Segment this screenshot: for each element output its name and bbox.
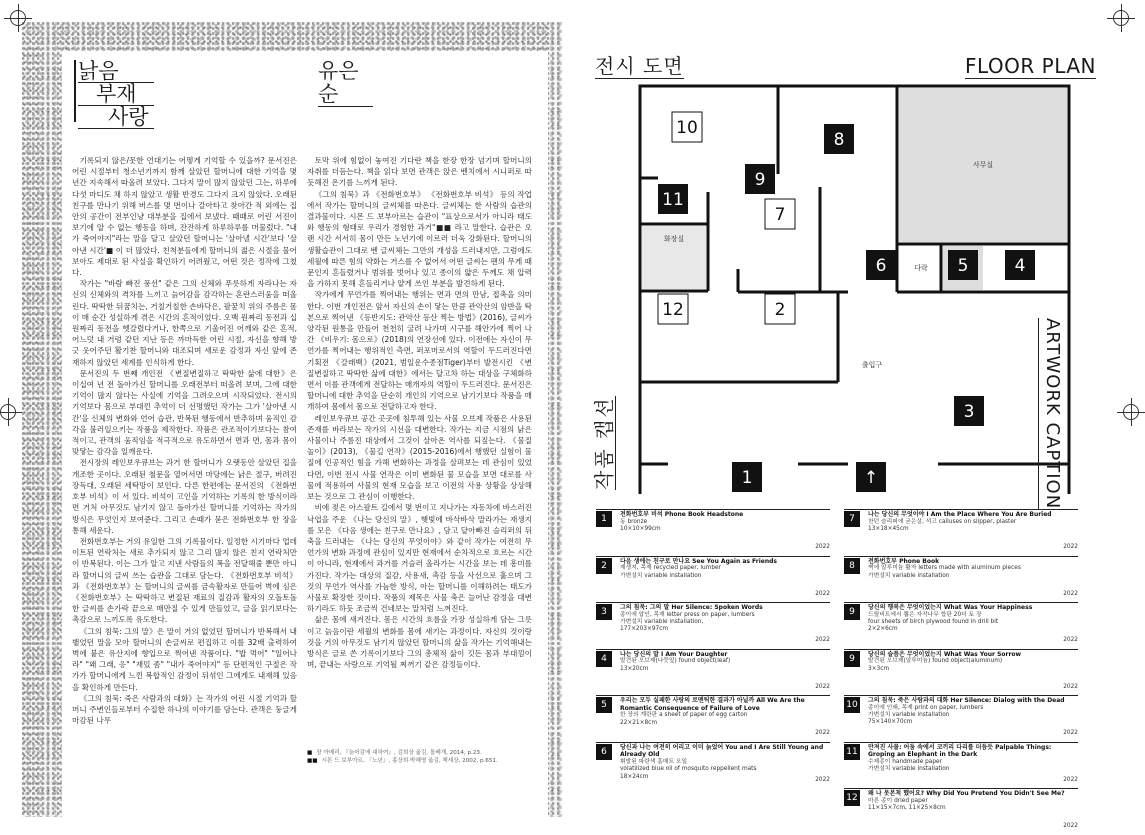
- essay-paragraph: 기록되지 않은/못한 언대기는 어떻게 기억할 수 있을까? 문서진은 어린 시절부터 청소년기까지 함께 살았던 할머니에 대한 기억을 몇 년간 지속해서 따올려 보았다. 그다지 말이 많지 않았던 그는, 하루에 다섯 마디도 채 하지 않았고 생활 반경도 그다지 크지 않았다. 오래된 친구를 만나기 위해 버스를 몇 번이나 갈아타고 찾아간 적 외에는 집안의 공간이 전부인냥 대부분을 집에서 보냈다. 때때로 어린 서진이 보기에 알 수 없는 행동을 하며, 잔잔하게 하루하루를 머물렀다. "내가 죽어야지"라는 말을 달고 살았던 할머니는 '살아낼 시간'보다 '살아낸 시간'■ 이 더 많았다. 친척분들에게 할머니의 젊은 시절을 물어보아도 제대로 된 사실을 확인하기 어려웠고, 어떤 것은 정작에 그쳤다.: [72, 156, 297, 278]
- caption-detail: 가변설치 variable installation: [868, 572, 950, 579]
- caption-item: [844, 649, 1078, 696]
- captions-left-column: [596, 509, 830, 788]
- marker-4: [1005, 250, 1035, 280]
- footnote-mark: ■■: [307, 758, 318, 764]
- footnote: [307, 749, 527, 757]
- caption-number: 3: [596, 604, 612, 620]
- caption-detail: volatilized blue oil of mosquito reppellent mats: [620, 766, 757, 773]
- caption-number: 9: [844, 651, 860, 667]
- crop-mark-icon: [4, 4, 32, 32]
- essay-paragraph: 《그의 침묵》과 《전화번호부》 《전화번호부 비석》 등의 작업에서 작가는 할머니의 글씨체를 따온다. 글씨체는 한 사람의 습관의 결과물이다. 시몬 드 보부아르는 습관이 "표상으로서가 아니라 태도와 행동의 형태로 우리가 경험한 과거"■■ 라고 말한다. 습관은 오랜 시간 서서히 몸이 만든 노년기에 이르러 더욱 강화된다. 할머니의 생활습관이 그대로 벤 글씨체는 그만의 개성을 드러내지만, 그럼에도 세월에 따른 힘의 약화는 거스를 수 없어서 어떤 글씨는 팬의 무게 때문인지 흔들렸거나 범위를 벗어나 있고 종이의 얇은 두께도 채 압력을 가하지 못해 흔들리거나 얕게 쓰인 부분을 발견하게 된다.: [307, 189, 532, 289]
- caption-detail: 휘발된 파란색 홈매트 오일: [620, 758, 688, 765]
- caption-year: 2022: [1063, 544, 1078, 551]
- essay-author: 유은순: [318, 60, 373, 107]
- caption-detail: 벽에 알루미늄 활자 letters made with aluminum pieces: [868, 565, 1021, 572]
- marker-5: [948, 250, 978, 280]
- caption-detail: 가변설치 variable installation: [868, 712, 950, 718]
- caption-detail: 2×2×6cm: [868, 626, 898, 633]
- essay-paragraph: 《그의 침묵: 죽은 사람과의 대화》는 작가의 어린 시절 기억과 할머니 주변인들로부터 수집한 하나의 이야기를 담는다. 관객은 둥글게 마감된 나무: [72, 693, 297, 726]
- svg-text:6: 6: [875, 256, 887, 276]
- caption-item: [596, 742, 830, 789]
- artwork-caption-title-en: ARTWORK CAPTION: [1038, 318, 1063, 509]
- caption-detail: 18×24cm: [620, 773, 649, 780]
- caption-title: 당신의 행복은 무엇이었는지 What Was Your Happiness: [868, 604, 1033, 611]
- caption-year: 2022: [815, 637, 830, 644]
- caption-number: 5: [596, 697, 612, 713]
- caption-detail: 가변설치 variable installation: [868, 766, 950, 773]
- caption-number: 12: [844, 790, 860, 806]
- marker-7: [765, 199, 795, 229]
- floor-plan-heading-en: FLOOR PLAN: [965, 54, 1096, 78]
- essay-paragraph: 전시장의 레인보우큐브는 과거 한 할머니가 오랫동안 살았던 집을 개조한 곳이다. 오래된 철문을 열어서면 마당에는 낡은 절구, 버려진 장독대, 오래된 세탁망이 보인다. 다른 한편에는 문서진의 《전화번호부 비석》이 서 있다. 비석이 고인을 기억하는 기록의 한 방식이라면 거처 아무것도 남기지 않고 돌아가신 할머니를 기억하는 작가의 방식은 무엇인지 보여준다. 그리고 손때가 묻은 전화번호부 한 장을 통해 세운다.: [72, 458, 297, 535]
- footnote-text: 시몬 드 보부아르, 『노년』, 홍상희·박혜영 옮김, 책세상, 2002, p.651.: [321, 758, 498, 764]
- caption-item: [596, 509, 830, 556]
- caption-detail: 13×20cm: [620, 665, 649, 672]
- caption-year: 2022: [1063, 637, 1078, 644]
- caption-detail: 찬던 슬리퍼에 굳은살, 석고 calluses on slipper, plaster: [868, 518, 1017, 525]
- floor-plan-heading-ko: 전시 도면: [595, 54, 684, 78]
- caption-detail: 수제종이 handmade paper: [868, 758, 942, 765]
- caption-detail: 동 bronze: [620, 518, 648, 525]
- caption-number: 6: [596, 744, 612, 760]
- artwork-caption-title-ko: 작품 캡션: [592, 396, 616, 490]
- caption-item: [596, 695, 830, 742]
- title-line-3: 사랑: [78, 106, 154, 129]
- caption-number: 2: [596, 558, 612, 574]
- caption-year: 2022: [815, 683, 830, 690]
- marker-6: [866, 250, 896, 280]
- footnote-text: 장 아메리, 『늙어감에 대하여』, 김희상 옮김, 돌베개, 2014, p.23.: [316, 750, 482, 756]
- footnote-mark: ■: [307, 750, 313, 756]
- caption-item: [596, 649, 830, 696]
- svg-text:4: 4: [1014, 256, 1026, 276]
- caption-title: 나는 당신의 말 I Am Your Daughter: [620, 650, 728, 658]
- caption-title: 그의 침묵: 그의 말 Her Silence: Spoken Words: [620, 604, 763, 611]
- svg-text:9: 9: [754, 170, 766, 190]
- caption-number: 9: [844, 604, 860, 620]
- room-label-attic: 다락: [914, 264, 928, 272]
- caption-detail: 발견된 오브제(나뭇잎) found object(leaf): [620, 658, 731, 665]
- caption-detail: 종이에 압인, 목재 letter press on paper, lumbers: [620, 611, 755, 618]
- caption-number: 10: [844, 697, 860, 713]
- caption-title: 전화번호부 비석 Phone Book Headstone: [620, 511, 744, 518]
- caption-detail: 177×203×97cm: [620, 626, 669, 633]
- room-label-entrance: 출입구: [861, 361, 883, 369]
- svg-text:10: 10: [676, 118, 698, 138]
- caption-item: [844, 788, 1078, 835]
- caption-title: 나는 당신의 무엇이야 I Am the Place Where You Are Buried: [868, 511, 1052, 518]
- caption-number: 7: [844, 511, 860, 527]
- essay-paragraph: 토막 위에 힘없이 놓여진 기다란 책을 한장 한장 넘기며 할머니의 자취를 더듬는다. 책을 읽다 보면 관객은 앉은 벤치에서 시니퍼로 따듯해진 온기를 느끼게 된다.: [307, 156, 532, 188]
- caption-detail: 22×21×8cm: [620, 719, 657, 726]
- svg-text:8: 8: [833, 130, 845, 150]
- caption-year: 2022: [815, 544, 830, 551]
- caption-detail: 재생지, 목재 recycled paper, lumber: [620, 565, 721, 572]
- caption-detail: four sheets of birch plywood found in drill bit: [868, 619, 999, 625]
- caption-title: 우리는 모두 실패한 사랑의 로맨틱한 결과가 아닐까 All We Are the Romantic Consequence of Failure of Love: [620, 697, 805, 712]
- caption-item: [844, 556, 1078, 603]
- essay-paragraph: 작가에게 무언가를 찍어내는 행위는 면과 면의 만남, 접촉을 의미한다. 이번 개인전은 앞서 자신의 손이 닿는 만큼 관악산의 암반을 탁본으로 찍어낸 《등반지도: 관악산 등산 찍는 방법》(2016), 글씨가 양각된 원통을 만들어 천천히 굴려 나가며 시구를 해안가에 찍어 나간 《비우기: 몸으로》(2018)의 연장선에 있다. 이전에는 자신이 무언가를 찍어내는 행위적인 측면, 퍼포머로서의 역할이 두드러진다면 기획전 《갈래백》(2021, 범일운수종점Tiger)부터 발전시킨 《변질변질하고 딱딱한 삶에 대한》에서는 달고차 하는 대상을 구체화하면서 이를 관객에게 전달하는 매개자의 역할이 두드러진다. 문서진은 할머니에 대한 추억을 단순히 개인의 기억으로 남기기보다 작품을 매개하여 몸에서 몸으로 전달하고자 한다.: [307, 290, 532, 412]
- caption-detail: 마른 종이 dried paper: [868, 797, 928, 804]
- title-line-2: 부재: [78, 83, 154, 106]
- caption-number: 8: [844, 558, 860, 574]
- marker-9: [745, 164, 775, 194]
- svg-text:7: 7: [774, 205, 786, 225]
- caption-detail: 10×10×99cm: [620, 526, 661, 532]
- svg-text:1: 1: [741, 468, 753, 488]
- essay-paragraph: 전화번호부는 거의 유일한 그의 기록물이다. 일정한 시기마다 업데이트된 연락처는 새로 추가되지 않고 그리 많지 않은 친지 연락처만이 반복된다. 이는 그가 알고 지낸 사람들의 폭을 전달해줄 뿐만 아니라 할머니의 글씨 쓰는 습관을 그대로 담는다. 《전화번호부 비석》과 《전화번호부》는 할머니의 글씨를 금속활자로 만들어 벽에 심은 《전화번호부》는 딱딱하고 변질된 재료의 질감과 활자의 오돌토돌한 글씨를 손가락 끝으로 매만질 수 있게 만들었고, 글을 읽기보다는 촉감으로 느끼도록 유도한다.: [72, 536, 297, 625]
- room-label-restroom: 화장실: [663, 235, 685, 243]
- caption-item: [844, 509, 1078, 556]
- marker-12: [658, 294, 688, 324]
- title-line-1: 낡음: [78, 60, 154, 83]
- caption-item: [596, 556, 830, 603]
- caption-item: [844, 742, 1078, 789]
- caption-title: 다음 생에는 친구로 만나요 See You Again as Friends: [620, 557, 777, 565]
- svg-text:3: 3: [963, 402, 975, 422]
- footnotes: [307, 749, 527, 765]
- caption-number: 4: [596, 651, 612, 667]
- caption-detail: 13×18×45cm: [868, 526, 909, 532]
- essay-paragraph: 레인보우큐브 공간 곳곳에 침투해 있는 사물 오브제 작품은 사용된 존재를 바라보는 작가의 시선을 대변한다. 작가는 지금 시점의 낡은 사물이나 주름진 대상에서 그것이 살아온 역사를 되짚는다. 《물질 놀이》(2013), 《물길 연작》(2015-2016)에서 행했던 실험이 물질에 인공적인 힘을 가해 변화하는 과정을 살펴보는 데 관심이 있었다면, 이번 전시 사물 연작은 이미 변화된 물 모습을 보면 대로를 사물에 적용하여 사물의 현재 모습을 보고 이전의 사용 상황을 상상해 보는 것으로 그 관심이 이행한다.: [307, 413, 532, 502]
- marker-11: [658, 184, 688, 214]
- caption-year: 2022: [1063, 730, 1078, 737]
- essay-paragraph: 문서진의 두 번째 개인전 《변질변질하고 딱딱한 삶에 대한》은 이십여 년 전 돌아가신 할머니를 오래전부터 떠올려 보며, 그에 대한 기억이 많지 않다는 사실에 기억을 그려오으며 시작되었다. 전시의 기억보다 몸으로 부대낀 추억이 더 선명했던 작가는 그가 '살아낸 시간'을 신체의 변화와 언어 습관, 반복된 행동에서 반추하며 움직인 감각을 불러일으키는 작품을 제작한다. 작품은 관조적이기보다는 참여적이고, 관객의 움직임을 적극적으로 유도하면서 면과 면, 몸과 몸이 맞닿는 감각을 일깨운다.: [72, 368, 297, 457]
- caption-detail: 75×140×70cm: [868, 719, 913, 726]
- caption-detail: 가변설치 variable installation,: [620, 619, 704, 625]
- svg-text:2: 2: [774, 300, 786, 320]
- room-label-office: 사무실: [972, 161, 994, 169]
- caption-number: 1: [596, 511, 612, 527]
- caption-title: 그의 침묵: 죽은 사람과의 대화 Her Silence: Dialog with the Dead: [868, 697, 1065, 704]
- caption-detail: 드릴비트에서 뽑은 자작나무 합판 20더 토 장: [868, 611, 982, 618]
- caption-detail: 11×15×7cm, 11×25×8cm: [868, 805, 946, 811]
- svg-text:↑: ↑: [863, 468, 879, 488]
- svg-text:11: 11: [662, 190, 684, 210]
- caption-item: [596, 602, 830, 649]
- caption-title: 만져진 사물: 어둠 속에서 코끼리 다리를 더듬듯 Palpable Things: Groping an Elephant in the Dark: [868, 743, 1052, 759]
- essay-paragraph: 작가는 "바람 빠진 풍선" 같은 그의 신체와 푸릇하게 자라나는 자신의 신체와의 격차를 느끼고 늙어감을 감각하는 혼란스러움을 떠올린다. 딱딱한 뒤꿈치는, 거칠거칠한 손바닥은, 팔꿈치 위의 주름은 몸이 매 순간 성실하게 겪은 시간의 흔적이었다. 오백 원짜리 동전과 십 원짜리 동전을 헷갈렸다거나, 한쪽으로 기울어진 어깨와 같은 흔적, 어느덧 내 거렁 같던 지난 등은 까마득한 어린 시절, 자신을 향해 방긋 웃어주던 활기찬 할머니와 대조되며 새로운 감정과 자신 앞에 존재하지 않았던 세계를 인식하게 한다.: [72, 279, 297, 367]
- marker-1: [732, 462, 762, 492]
- essay-paragraph: 삶은 몸에 새겨진다. 몸은 시간의 흐름을 가장 성실하게 담는 그릇이고 늙음이란 세월의 변화를 몸에 새기는 과정이다. 자신의 것이랑 것을 거의 아무것도 남기지 않았던 할머니의 삶을 작가는 기억해내는 방식은 글로 쓴 기록이기보다 그의 총체적 삶이 깃든 몸과 부대낌이며, 끝내는 사랑으로 기억될 찌꺼기 같은 감정들이다.: [307, 615, 532, 670]
- caption-detail: 발견된 오브제(알루미늄) found object(aluminum): [868, 658, 1003, 665]
- caption-title: 당신의 슬픔은 무엇이었는지 What Was Your Sorrow: [868, 650, 1022, 658]
- caption-detail: 가변설치 variable installation: [620, 572, 702, 579]
- caption-detail: 3×3cm: [868, 665, 890, 672]
- title-bar: [74, 60, 76, 122]
- footnote: [307, 757, 527, 765]
- caption-title: 당신과 나는 여전히 어리고 이미 늙었어 You and I Are Still Young and Already Old: [620, 743, 824, 759]
- essay-column-right: [307, 155, 532, 757]
- caption-year: 2022: [1063, 683, 1078, 690]
- caption-year: 2022: [1063, 776, 1078, 783]
- caption-year: 2022: [815, 590, 830, 597]
- essay-column-left: [72, 155, 297, 757]
- caption-title: 왜 나 못본척 했어요? Why Did You Pretend You Didn't See Me?: [868, 790, 1065, 797]
- caption-number: 11: [844, 744, 860, 760]
- caption-detail: 종이에 인쇄, 목재 print on paper, lumbers: [868, 704, 984, 711]
- essay-paragraph: 비에 젖은 아스팔트 길에서 몇 번이고 지나가는 자동차에 바스러진 낙엽을 주운 《나는 당신의 말》, 햇빛에 바삭바삭 말라가는 재생지를 모은 《다음 생에는 친구로 만나요》, 담고 달아빠진 슬리퍼의 뒤축을 드러내는 《나는 당신의 무엇이야》와 같이 작가는 여전히 무언가의 변화 과정에 관심이 있지만 현재에서 순차적으로 흐르는 시간이 아니라, 현재에서 과거를 거슬러 올라가는 시간을 보는 데 흥미를 가진다. 작가는 대상의 질감, 사용새, 촉감 등을 사선으로 훑으며 그것의 무언가 역사를 가늠한 방식, 아는 할머니를 이해하려는 태도가 사물로 확장한 것이다. 작품의 제목은 사물 축은 늘어난 감정을 대변하기라도 하듯 조금씩 건네보는 말처럼 느껴진다.: [307, 503, 532, 614]
- caption-item: [844, 695, 1078, 742]
- caption-title: 전화번호부 Phone Book: [868, 557, 940, 565]
- captions-right-column: [844, 509, 1078, 835]
- marker-8: [824, 124, 854, 154]
- marker-3: [954, 396, 984, 426]
- caption-year: 2022: [1063, 823, 1078, 830]
- marker-2: [765, 294, 795, 324]
- entrance-arrow-icon: [856, 462, 886, 492]
- caption-detail: 한 장의 계란판 a sheet of paper of egg carton: [620, 712, 748, 719]
- crop-mark-icon: [0, 398, 22, 426]
- essay-paragraph: 《그의 침묵: 그의 말》은 말이 거의 없었던 할머니가 반복해서 내뱉었던 말을 모아 할머니의 손글씨로 편집하고 이를 32배 출력하여 벽에 붙은 유산지에 향입으로 찍어낸 작품이다. "밥 먹어" "일어나라" "왜 그래, 응" "재밌 좀" "내가 죽어야지" 등 단편적인 구절은 작가가 할머니에게 느낀 복합적인 감정이 뒤섞인 그에게도 내재해 있음을 확인하게 만든다.: [72, 626, 297, 692]
- essay-title: [78, 60, 154, 129]
- caption-year: 2022: [1063, 590, 1078, 597]
- marker-10: [672, 112, 702, 142]
- caption-year: 2022: [815, 730, 830, 737]
- svg-text:12: 12: [662, 300, 684, 320]
- floor-plan: [638, 84, 1071, 496]
- caption-year: 2022: [815, 776, 830, 783]
- svg-text:5: 5: [957, 256, 969, 276]
- caption-item: [844, 602, 1078, 649]
